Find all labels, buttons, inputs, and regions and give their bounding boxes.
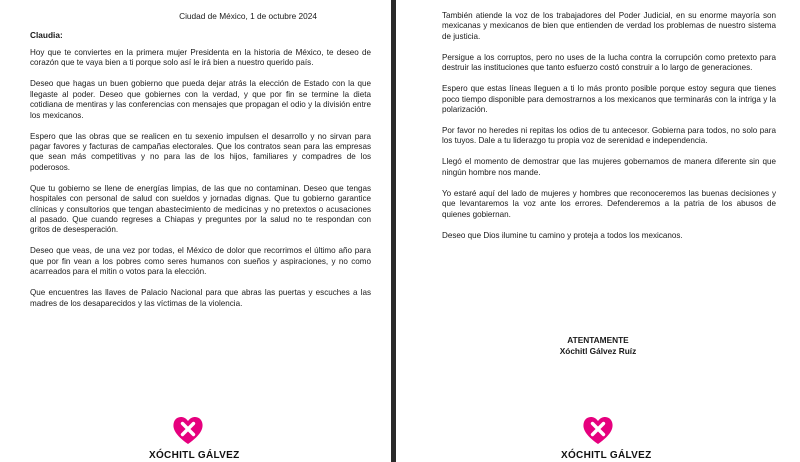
letter-paragraph: Deseo que Dios ilumine tu camino y proteja a todos los mexicanos. (442, 230, 683, 240)
letter-paragraph: Yo estaré aquí del lado de mujeres y hombres que reconoceremos las buenas decisiones y que levantaremos la voz ante los errores. Defenderemos a la patria de los abusos de quienes gobiernan. (442, 188, 776, 219)
letter-date: Ciudad de México, 1 de octubre 2024 (179, 11, 317, 21)
letter-body (30, 11, 371, 320)
letter-paragraph: Espero que estas líneas lleguen a ti lo más pronto posible porque estoy segura que tienes poco tiempo disponible para demostrarnos a los mexicanos que terminarás con la intriga y la polarización. (442, 84, 776, 115)
letter-page-right (396, 0, 800, 462)
signature-block (396, 335, 800, 357)
letter-paragraph: Por favor no heredes ni repitas los odios de tu antecesor. Gobierna para todos, no solo para los tuyos. Dale a tu liderazgo tu propia voz de serenidad e independencia. (442, 126, 776, 146)
heart-x-logo-icon (171, 413, 205, 447)
letter-paragraph: Persigue a los corruptos, pero no uses de la lucha contra la corrupción como pretexto para destruir las instituciones que tanto esfuerzo costó construir a lo largo de generaciones. (442, 52, 776, 73)
letter-paragraph: Deseo que veas, de una vez por todas, el México de dolor que recorrimos el último año para que por fin vean a los pobres como seres humanos con sueños y aspiraciones, y no como acarreados para el mitin o votos para la elección. (30, 246, 371, 277)
letter-paragraph: Deseo que hagas un buen gobierno que pueda dejar atrás la elección de Estado con la que llegaste al poder. Deseo que gobiernes con la verdad, y que por fin se termine la dieta cotidiana de mentiras y las conferencias con mensajes que propagan el odio y la división entre los mexicanos. (30, 79, 371, 120)
logo-name: XÓCHITL GÁLVEZ (561, 450, 652, 461)
letter-paragraph: Que tu gobierno se llene de energías limpias, de las que no contaminan. Deseo que tengas hospitales con personal de salud con sueldos y jornadas dignas. Que tu gobierno garantice clínicas y consultorios que tengan abastecimiento de medicinas y no pretextos o acusaciones al pasado. Que cuando regreses a Chiapas y preguntes por la salud no te respondan con gritos de desesperación. (30, 183, 371, 235)
letter-paragraph: También atiende la voz de los trabajadores del Poder Judicial, en su enorme mayoría son mexicanas y mexicanos de bien que entienden de verdad los problemas de nuestro sistema de justicia. (442, 11, 776, 41)
letter-paragraph: Que encuentres las llaves de Palacio Nacional para que abras las puertas y escuches a las madres de los desaparecidos y las víctimas de la violencia. (30, 288, 371, 308)
heart-x-logo-icon (581, 413, 615, 447)
signature-name: Xóchitl Gálvez Ruíz (559, 346, 637, 356)
letter-body (442, 11, 776, 252)
letter-paragraph: Espero que las obras que se realicen en tu sexenio impulsen el desarrollo y no sirvan para pagar favores y facturas de campañas electorales. Que los contratos sean para las empresas que sean más competitivas y no para las de los hijos, familiares y compadres de los poderosos. (30, 131, 371, 172)
logo-name: XÓCHITL GÁLVEZ (149, 450, 240, 461)
letter-greeting: Claudia: (30, 30, 63, 40)
letter-paragraph: Hoy que te conviertes en la primera mujer Presidenta en la historia de México, te deseo de corazón que te vaya bien a ti porque solo así le irá bien a nuestro querido país. (30, 48, 371, 68)
closing-text: ATENTAMENTE (567, 335, 629, 345)
letter-paragraph: Llegó el momento de demostrar que las mujeres gobernamos de manera diferente sin que ningún hombre nos mande. (442, 157, 776, 177)
letter-page-left (0, 0, 391, 462)
